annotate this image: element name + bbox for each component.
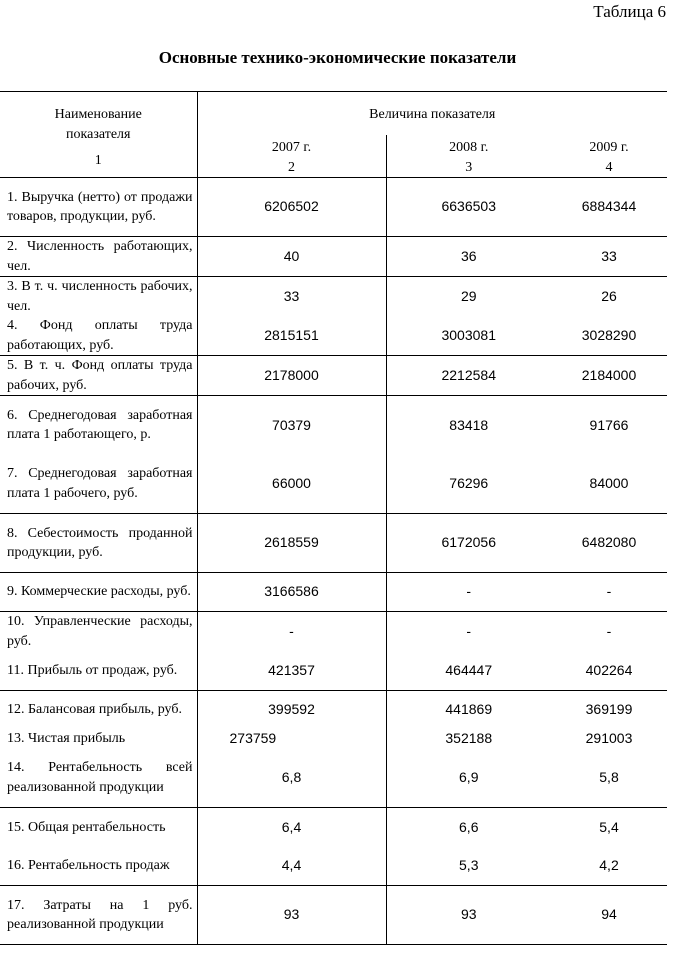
document-title: Основные технико-экономические показатели — [158, 48, 517, 67]
value-2008: 83418 — [386, 396, 551, 455]
value-2008: 5,3 — [386, 847, 551, 886]
value-2009: 84000 — [551, 455, 667, 514]
value-2009: 94 — [551, 886, 667, 945]
table-row — [0, 514, 667, 573]
value-2008: 6172056 — [386, 514, 551, 573]
table-row — [0, 612, 667, 652]
value-2008: 6,6 — [386, 808, 551, 847]
header-year-2009 — [551, 135, 667, 178]
value-2007: - — [197, 612, 386, 652]
indicator-name: 15. Общая рентабельность — [0, 808, 197, 847]
header-value-group: Величина показателя — [197, 92, 667, 136]
value-2007: 399592 — [197, 690, 386, 729]
value-2009: 369199 — [585, 701, 633, 717]
value-2007: 6,4 — [197, 808, 386, 847]
table-row — [0, 886, 667, 945]
indicator-name: 2. Численность работающих, чел. — [0, 237, 197, 277]
indicator-name: 11. Прибыль от продаж, руб. — [0, 651, 197, 690]
value-2008: 6,9 — [386, 749, 551, 808]
value-2008: - — [386, 612, 551, 652]
table-row — [0, 396, 667, 455]
value-2009: 3028290 — [551, 316, 667, 356]
indicator-name: 1. Выручка (нетто) от продажи товаров, продукции, руб. — [0, 178, 197, 237]
header-year-label: 2007 г. — [271, 140, 312, 155]
value-2009: 5,8 — [551, 749, 667, 808]
value-2008: - — [386, 573, 551, 612]
indicator-name: 3. В т. ч. численность рабочих, чел. — [0, 277, 197, 317]
header-year-num: 2 — [288, 159, 295, 175]
header-row-group — [0, 92, 667, 136]
value-2009: 291003 — [585, 730, 633, 746]
indicator-name: 13. Чистая прибыль — [0, 729, 197, 749]
table-row — [0, 749, 667, 808]
header-indicator-name-num: 1 — [94, 153, 102, 168]
value-2007: 2618559 — [197, 514, 386, 573]
table-row — [0, 356, 667, 396]
value-2009: - — [606, 622, 612, 639]
table-row — [0, 847, 667, 886]
value-2007: 2815151 — [197, 316, 386, 356]
table-row — [0, 729, 667, 749]
indicator-name: 4. Фонд оплаты труда работающих, руб. — [0, 316, 197, 356]
value-2009: 402264 — [551, 651, 667, 690]
indicator-name: 16. Рентабельность продаж — [0, 847, 197, 886]
header-indicator-name-label: Наименование показателя — [54, 107, 142, 142]
value-2009: 4,2 — [551, 847, 667, 886]
value-2007: 70379 — [197, 396, 386, 455]
table-number: Таблица 6 — [593, 2, 666, 21]
table-row — [0, 316, 667, 356]
value-2008: 3003081 — [386, 316, 551, 356]
value-2007: 6,8 — [197, 749, 386, 808]
indicator-name: 10. Управленческие расходы, руб. — [0, 612, 197, 652]
header-year-label: 2008 г. — [449, 140, 489, 155]
table-row — [0, 651, 667, 690]
value-2009: 6884344 — [551, 178, 667, 237]
indicator-name: 6. Среднегодовая заработная плата 1 работающего, р. — [0, 396, 197, 455]
value-2009: 33 — [551, 237, 667, 277]
header-year-num: 3 — [465, 159, 473, 175]
table-body — [0, 178, 667, 945]
value-2008: 36 — [386, 237, 551, 277]
value-2007: 6206502 — [197, 178, 386, 237]
value-2008: 29 — [386, 277, 551, 317]
value-2009: 6482080 — [551, 514, 667, 573]
value-2007: 2178000 — [197, 356, 386, 396]
value-2008: 93 — [386, 886, 551, 945]
value-2007: 66000 — [197, 455, 386, 514]
table-row — [0, 808, 667, 847]
indicator-name: 5. В т. ч. Фонд оплаты труда рабочих, руб. — [0, 356, 197, 396]
indicator-name: 7. Среднегодовая заработная плата 1 рабочего, руб. — [0, 455, 197, 514]
value-2009: 91766 — [589, 416, 629, 433]
value-2009: 26 — [601, 287, 617, 304]
indicators-table — [0, 91, 667, 945]
value-2007: 40 — [197, 237, 386, 277]
header-year-label: 2009 г. — [589, 140, 629, 155]
indicator-name: 14. Рентабельность всей реализованной продукции — [0, 749, 197, 808]
table-row — [0, 573, 667, 612]
value-2007: 33 — [197, 277, 386, 317]
value-2007: 421357 — [197, 651, 386, 690]
table-row — [0, 690, 667, 729]
table-row — [0, 277, 667, 317]
value-2007: 3166586 — [197, 573, 386, 612]
indicator-name: 17. Затраты на 1 руб. реализованной продукции — [0, 886, 197, 945]
value-2008: 464447 — [386, 651, 551, 690]
table-row — [0, 178, 667, 237]
value-2009: 2184000 — [551, 356, 667, 396]
value-2008: 441869 — [386, 690, 551, 729]
value-2008: 2212584 — [386, 356, 551, 396]
header-year-2008 — [386, 135, 551, 178]
value-2009: 5,4 — [599, 818, 619, 835]
header-year-num: 4 — [605, 159, 613, 175]
table-row — [0, 237, 667, 277]
indicator-name: 8. Себестоимость проданной продукции, руб. — [0, 514, 197, 573]
indicator-name: 9. Коммерческие расходы, руб. — [0, 573, 197, 612]
header-indicator-name — [0, 92, 197, 178]
value-2009: - — [551, 573, 667, 612]
value-2008: 352188 — [386, 729, 551, 749]
value-2008: 76296 — [386, 455, 551, 514]
table-row — [0, 455, 667, 514]
value-2007: 93 — [197, 886, 386, 945]
indicator-name: 12. Балансовая прибыль, руб. — [0, 690, 197, 729]
value-2008: 6636503 — [386, 178, 551, 237]
value-2007: 4,4 — [197, 847, 386, 886]
value-2007: 273759 — [197, 729, 386, 749]
header-year-2007 — [197, 135, 386, 178]
